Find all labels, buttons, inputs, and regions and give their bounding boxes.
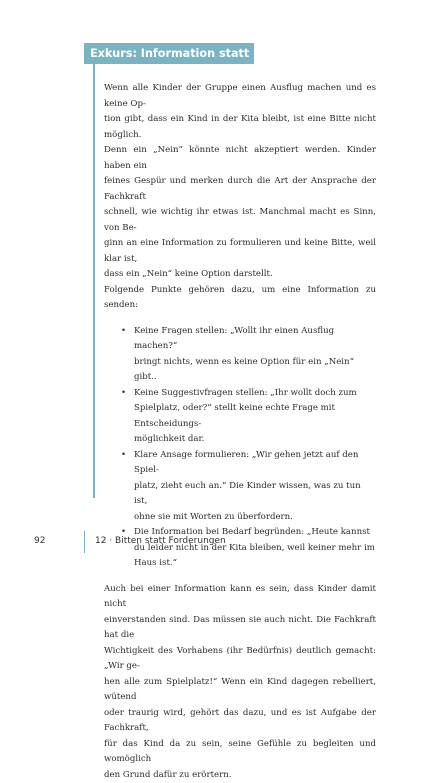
text-line: Spielplatz, oder?“ stellt keine echte Frage mit Entscheidungs- bbox=[134, 401, 376, 432]
page-number: 92 bbox=[34, 536, 45, 546]
bullet-item bbox=[121, 324, 376, 386]
text-line: den Grund dafür zu erörtern. bbox=[104, 768, 376, 783]
footer-divider bbox=[84, 531, 85, 553]
box-content bbox=[104, 81, 376, 783]
closing-paragraph bbox=[104, 582, 376, 783]
text-line: bringt nichts, wenn es keine Option für ein „Nein“ gibt.. bbox=[134, 355, 376, 386]
text-line: • Klare Ansage formulieren: „Wir gehen jetzt auf den Spiel- bbox=[134, 448, 376, 479]
bullet-list bbox=[104, 324, 376, 572]
intro-paragraph bbox=[104, 81, 376, 314]
box-left-rule bbox=[93, 64, 95, 498]
text-line: oder traurig wird, gehört das dazu, und es ist Aufgabe der Fachkraft, bbox=[104, 706, 376, 737]
box-title: Exkurs: Information statt Bitte bbox=[84, 43, 254, 64]
text-line: feines Gespür und merken durch die Art der Ansprache der Fachkraft bbox=[104, 174, 376, 205]
text-line: hen alle zum Spielplatz!“ Wenn ein Kind dagegen rebelliert, wütend bbox=[104, 675, 376, 706]
text-line: platz, zieht euch an.“ Die Kinder wissen, was zu tun ist, bbox=[134, 479, 376, 510]
text-line: ginn an eine Information zu formulieren und keine Bitte, weil klar ist, bbox=[104, 236, 376, 267]
text-line: Haus ist.“ bbox=[134, 556, 376, 572]
running-footer-chapter: 12 · Bitten statt Forderungen bbox=[95, 536, 226, 546]
text-line: tion gibt, dass ein Kind in der Kita bleibt, ist eine Bitte nicht möglich. bbox=[104, 112, 376, 143]
text-line: Wenn alle Kinder der Gruppe einen Ausflug machen und es keine Op- bbox=[104, 81, 376, 112]
text-line: ohne sie mit Worten zu überfordern. bbox=[134, 510, 376, 526]
text-line: Denn ein „Nein“ könnte nicht akzeptiert werden. Kinder haben ein bbox=[104, 143, 376, 174]
text-line: Folgende Punkte gehören dazu, um eine Information zu senden: bbox=[104, 283, 376, 314]
text-line: du leider nicht in der Kita bleiben, weil keiner mehr im bbox=[134, 541, 376, 557]
text-line: möglichkeit dar. bbox=[134, 432, 376, 448]
text-line: einverstanden sind. Das müssen sie auch nicht. Die Fachkraft hat die bbox=[104, 613, 376, 644]
text-line: • Die Information bei Bedarf begründen: „Heute kannst bbox=[134, 525, 376, 541]
text-line: • Keine Fragen stellen: „Wollt ihr einen Ausflug machen?“ bbox=[134, 324, 376, 355]
text-line: Wichtigkeit des Vorhabens (ihr Bedürfnis) deutlich gemacht: „Wir ge- bbox=[104, 644, 376, 675]
text-line: für das Kind da zu sein, seine Gefühle zu begleiten und womöglich bbox=[104, 737, 376, 768]
bullet-item bbox=[121, 525, 376, 572]
text-line: dass ein „Nein“ keine Option darstellt. bbox=[104, 267, 376, 283]
text-line: Auch bei einer Information kann es sein, dass Kinder damit nicht bbox=[104, 582, 376, 613]
bullet-item bbox=[121, 448, 376, 526]
text-line: schnell, wie wichtig ihr etwas ist. Manchmal macht es Sinn, von Be- bbox=[104, 205, 376, 236]
bullet-item bbox=[121, 386, 376, 448]
text-line: • Keine Suggestivfragen stellen: „Ihr wollt doch zum bbox=[134, 386, 376, 402]
